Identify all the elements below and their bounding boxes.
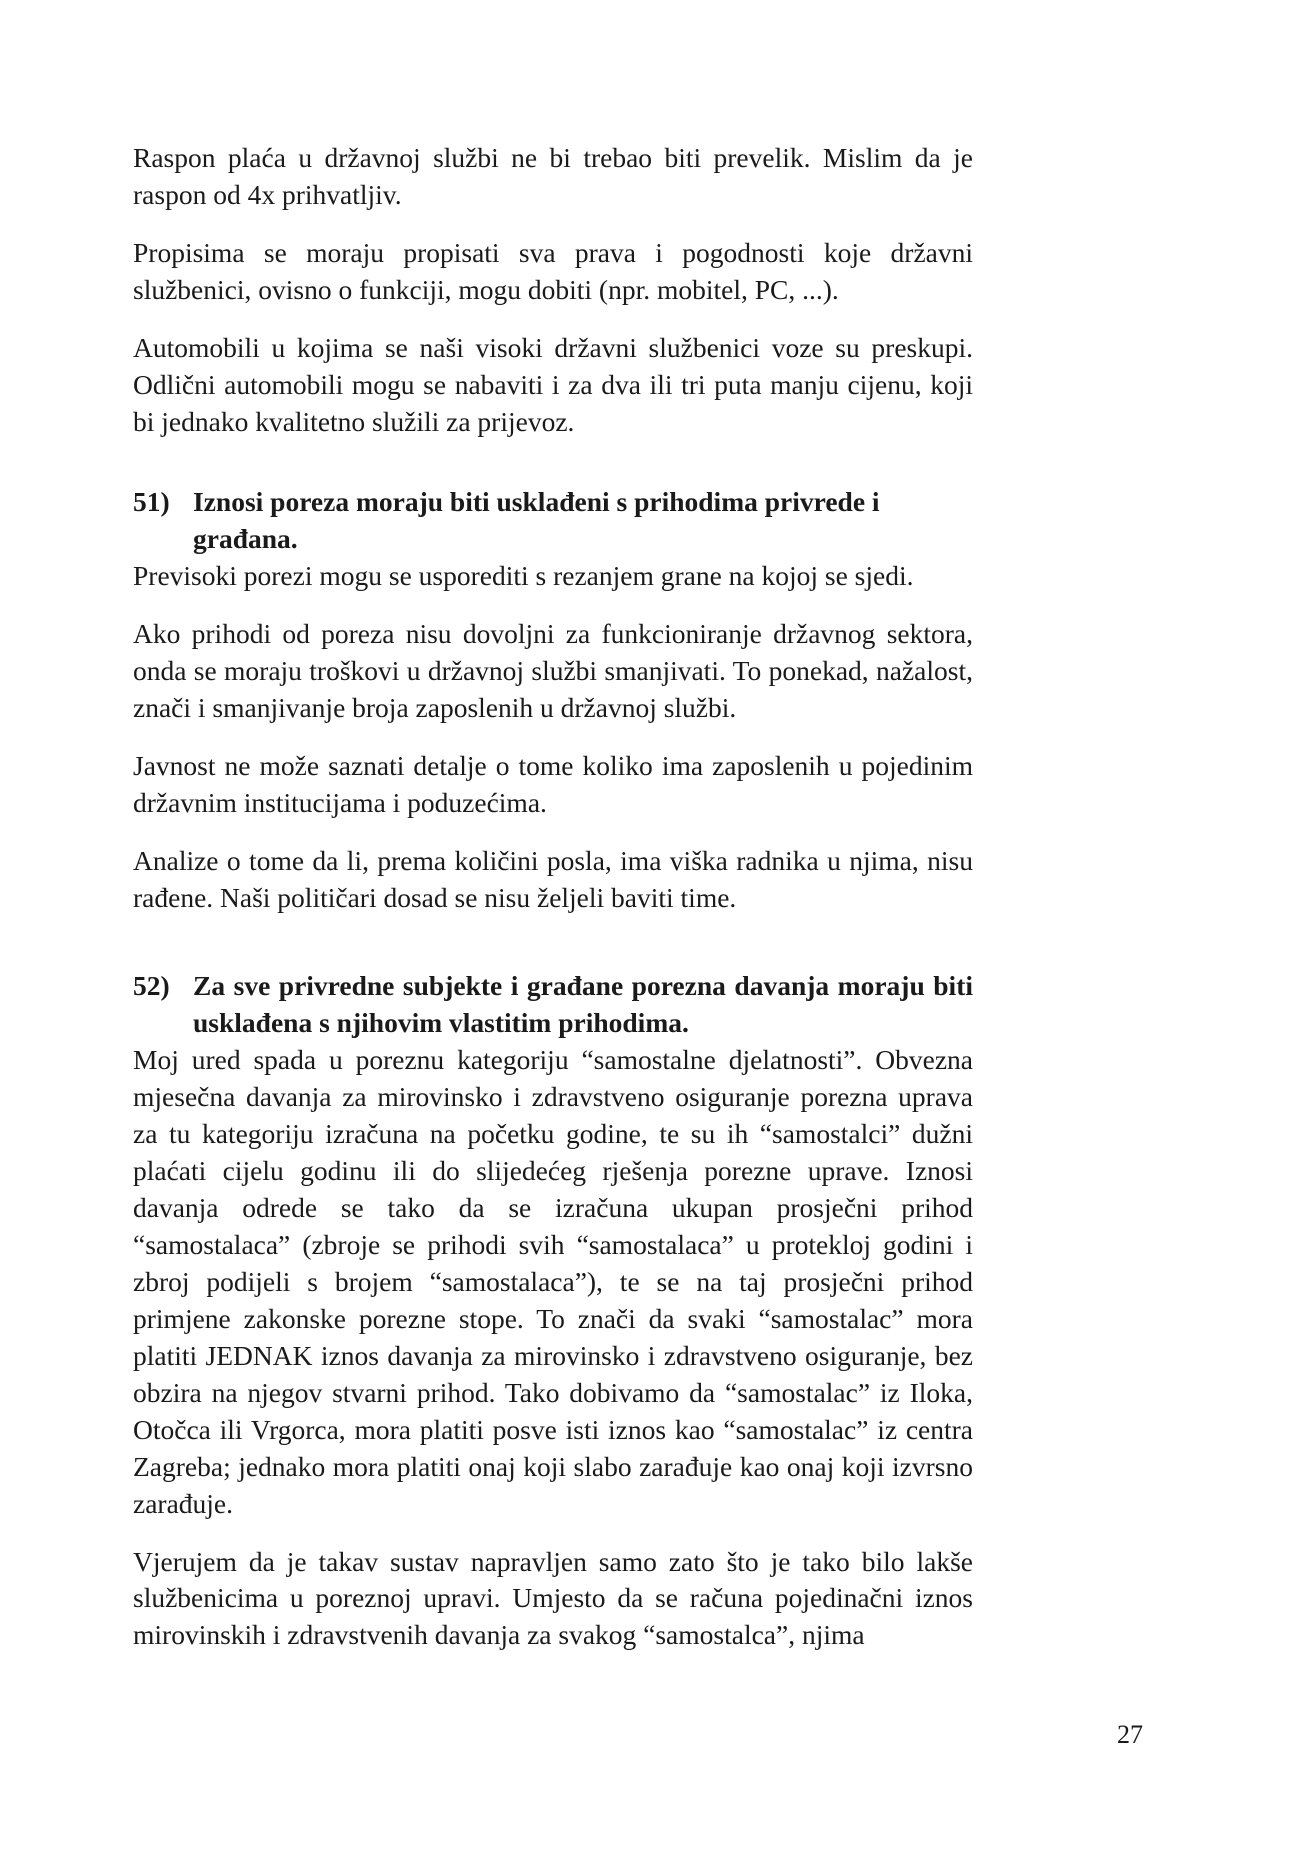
heading-title: Iznosi poreza moraju biti usklađeni s prihodima privrede i građana. bbox=[193, 485, 880, 554]
paragraph: Javnost ne može saznati detalje o tome koliko ima zaposlenih u pojedinim državnim institucijama i poduzećima. bbox=[133, 749, 973, 818]
paragraph: Automobili u kojima se naši visoki državni službenici voze su preskupi. Odlični automobili mogu se nabaviti i za dva ili tri puta manju cijenu, koji bi jednako kvalitetno služili za prijevoz. bbox=[133, 331, 973, 437]
page-body-content bbox=[133, 140, 973, 1654]
heading-title: Za sve privredne subjekte i građane porezna davanja moraju biti usklađena s njihovim vlastitim prihodima. bbox=[193, 969, 973, 1038]
paragraph: Moj ured spada u poreznu kategoriju “samostalne djelatnosti”. Obvezna mjesečna davanja za mirovinsko i zdravstveno osiguranje porezna uprava za tu kategoriju izračuna na početku godine, te su ih “samostalci” dužni plaćati cijelu godinu ili do slijedećeg rješenja porezne uprave. Iznosi davanja odrede se tako da se izračuna ukupan prosječni prihod “samostalaca” (zbroje se prihodi svih “samostalaca” u protekloj godini i zbroj podijeli s brojem “samostalaca”), te se na taj prosječni prihod primjene zakonske porezne stope. To znači da svaki “samostalac” mora platiti JEDNAK iznos davanja za mirovinsko i zdravstveno osiguranje, bez obzira na njegov stvarni prihod. Tako dobivamo da “samostalac” iz Iloka, Otočca ili Vrgorca, mora platiti posve isti iznos kao “samostalac” iz centra Zagreba; jednako mora platiti onaj koji slabo zarađuje kao onaj koji izvrsno zarađuje. bbox=[133, 1043, 973, 1519]
paragraph: Propisima se moraju propisati sva prava i pogodnosti koje državni službenici, ovisno o funkciji, mogu dobiti (npr. mobitel, PC, ...). bbox=[133, 236, 973, 305]
heading-number: 51) bbox=[133, 485, 170, 517]
paragraph: Vjerujem da je takav sustav napravljen samo zato što je tako bilo lakše službenicima u poreznoj upravi. Umjesto da se računa pojedinačni iznos mirovinskih i zdravstvenih davanja za svakog “samostalca”, njima bbox=[133, 1545, 973, 1651]
section-heading-52 bbox=[133, 938, 973, 1042]
paragraph: Raspon plaća u državnoj službi ne bi trebao biti prevelik. Mislim da je raspon od 4x prihvatljiv. bbox=[133, 142, 973, 210]
paragraph: Analize o tome da li, prema količini posla, ima viška radnika u njima, nisu rađene. Naši političari dosad se nisu željeli baviti time. bbox=[133, 844, 973, 913]
paragraph: Ako prihodi od poreza nisu dovoljni za funkcioniranje državnog sektora, onda se moraju troškovi u državnoj službi smanjivati. To ponekad, nažalost, znači i smanjivanje broja zaposlenih u državnoj službi. bbox=[133, 617, 973, 723]
section-heading-51 bbox=[133, 462, 973, 558]
page-number: 27 bbox=[1117, 1720, 1143, 1749]
heading-number: 52) bbox=[133, 969, 170, 1001]
paragraph: Previsoki porezi mogu se usporediti s rezanjem grane na kojoj se sjedi. bbox=[133, 559, 914, 591]
